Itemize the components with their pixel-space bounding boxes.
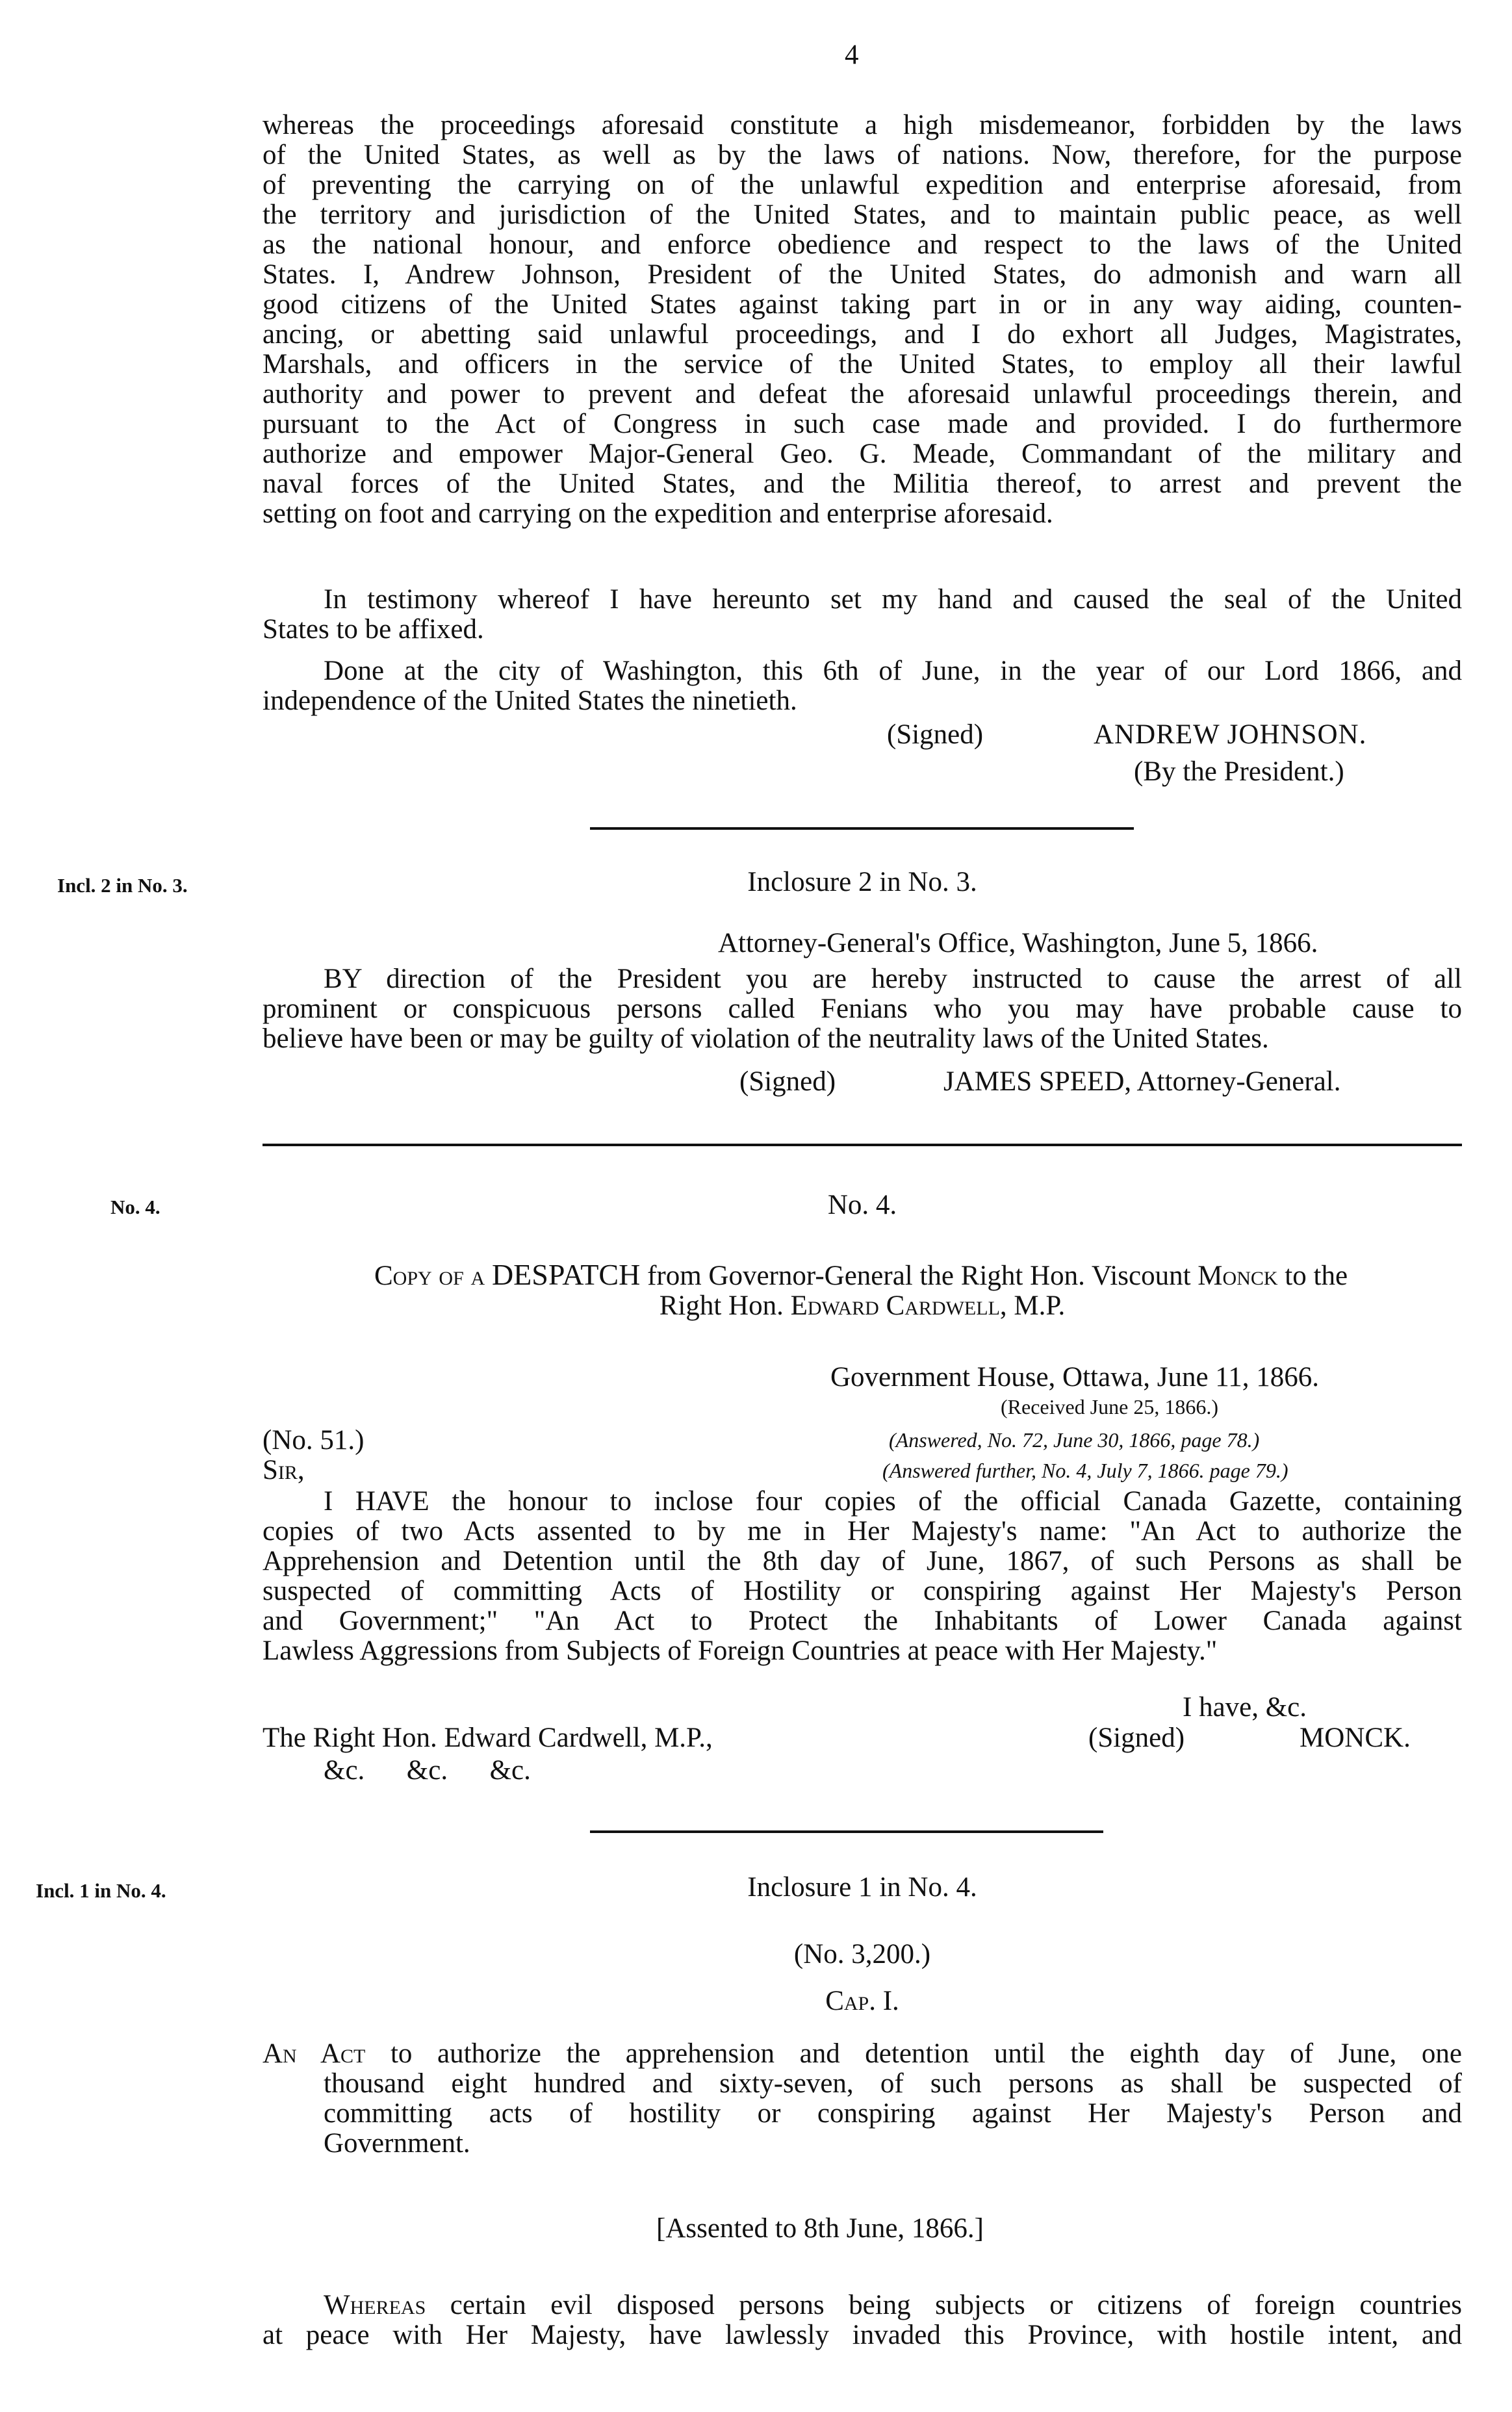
text-line: good citizens of the United States against taking part in or in any way aiding, counten- <box>263 289 1462 320</box>
text-line: prominent or conspicuous persons called Fenians who you may have probable cause to <box>263 994 1462 1024</box>
margin-note: No. 4. <box>110 1196 160 1218</box>
etc-line: &c. &c. &c. <box>324 1755 531 1786</box>
text-line: thousand eight hundred and sixty-seven, of such persons as shall be suspected of <box>324 2068 1462 2099</box>
text-line: I HAVE the honour to inclose four copies of the official Canada Gazette, containing <box>324 1486 1462 1517</box>
testimony-paragraph <box>263 585 1462 645</box>
signed-label: (Signed) <box>739 1066 836 1097</box>
margin-note: Incl. 1 in No. 4. <box>36 1879 166 1902</box>
text-line: independence of the United States the ninetieth. <box>263 686 797 716</box>
text-line: setting on foot and carrying on the expedition and enterprise aforesaid. <box>263 498 1053 529</box>
signed-label: (Signed) <box>1088 1723 1185 1753</box>
margin-note: Incl. 2 in No. 3. <box>57 874 188 897</box>
answered-further-note: (Answered further, No. 4, July 7, 1866. page 79.) <box>882 1459 1288 1482</box>
text-line: States to be affixed. <box>263 614 484 645</box>
title-copy-of-a: Copy of a <box>374 1261 485 1291</box>
done-paragraph <box>263 656 1462 716</box>
text-line: ancing, or abetting said unlawful proceedings, and I do exhort all Judges, Magistrates, <box>263 319 1462 350</box>
title-right-hon: Right Hon. <box>659 1290 784 1321</box>
text-line: Government. <box>324 2128 470 2159</box>
assented-note: [Assented to 8th June, 1866.] <box>656 2213 984 2244</box>
inclosure-heading: Inclosure 2 in No. 3. <box>747 867 977 897</box>
place-date: Attorney-General's Office, Washington, June 5, 1866. <box>718 928 1318 958</box>
whereas-word: Whereas <box>324 2290 450 2320</box>
place-date: Government House, Ottawa, June 11, 1866. <box>830 1362 1319 1392</box>
text-line: Done at the city of Washington, this 6th of June, in the year of our Lord 1866, and <box>324 656 1462 686</box>
text-line: Lawless Aggressions from Subjects of Foreign Countries at peace with Her Majesty." <box>263 1636 1218 1666</box>
closing: I have, &c. <box>1183 1692 1307 1723</box>
text-line: authorize and empower Major-General Geo. G. Meade, Commandant of the military and <box>263 439 1462 469</box>
act-number: (No. 3,200.) <box>793 1939 931 1969</box>
salutation: Sir, <box>263 1455 305 1485</box>
despatch-title-line2 <box>263 1290 1462 1322</box>
text-line: committing acts of hostility or conspiring against Her Majesty's Person and <box>324 2098 1462 2129</box>
text-line: of the United States, as well as by the laws of nations. Now, therefore, for the purpose <box>263 140 1462 170</box>
text-line: believe have been or may be guilty of violation of the neutrality laws of the United States. <box>263 1023 1269 1054</box>
text-line: and Government;" "An Act to Protect the Inhabitants of Lower Canada against <box>263 1606 1462 1636</box>
received-note: (Received June 25, 1866.) <box>1001 1395 1219 1418</box>
text-line: as the national honour, and enforce obedience and respect to the laws of the United <box>263 229 1462 260</box>
text-line: Apprehension and Detention until the 8th day of June, 1867, of such Persons as shall be <box>263 1546 1462 1576</box>
despatch-number-heading: No. 4. <box>827 1190 897 1220</box>
title-to-the: to the <box>1285 1261 1348 1291</box>
text-line: BY direction of the President you are hereby instructed to cause the arrest of all <box>324 964 1462 994</box>
page-number: 4 <box>845 40 859 70</box>
text-line: suspected of committing Acts of Hostility or conspiring against Her Majesty's Person <box>263 1576 1462 1606</box>
signed-label: (Signed) <box>887 719 984 750</box>
divider-rule <box>263 1144 1462 1146</box>
signatory-johnson: ANDREW JOHNSON. <box>1094 719 1367 750</box>
whereas-paragraph <box>263 2290 1462 2350</box>
by-the-president: (By the President.) <box>1134 756 1344 787</box>
title-mp: , M.P. <box>999 1290 1066 1321</box>
title-from-governor: from Governor-General the Right Hon. Viscount <box>647 1261 1191 1291</box>
text-line: of preventing the carrying on of the unlawful expedition and enterprise aforesaid, from <box>263 170 1462 200</box>
title-monck: Monck <box>1198 1261 1278 1291</box>
divider-rule <box>590 827 1134 830</box>
text-line: authority and power to prevent and defeat the aforesaid unlawful proceedings therein, and <box>263 379 1462 409</box>
inclosure-2-body <box>263 964 1462 1054</box>
act-prefix: An Act <box>263 2038 391 2069</box>
addressee: The Right Hon. Edward Cardwell, M.P., <box>263 1723 713 1753</box>
signatory-monck: MONCK. <box>1300 1723 1411 1753</box>
text-line: States. I, Andrew Johnson, President of the United States, do admonish and warn all <box>263 259 1462 290</box>
signatory-speed: JAMES SPEED, Attorney-General. <box>943 1066 1341 1097</box>
proclamation-body <box>263 110 1462 529</box>
text-line: Whereas certain evil disposed persons being subjects or citizens of foreign countries <box>324 2290 1462 2320</box>
text-line: Marshals, and officers in the service of the United States, to employ all their lawful <box>263 349 1462 379</box>
text-line: In testimony whereof I have hereunto set my hand and caused the seal of the United <box>324 584 1462 615</box>
answered-note: (Answered, No. 72, June 30, 1866, page 78.) <box>889 1428 1260 1452</box>
text-line: naval forces of the United States, and the Militia thereof, to arrest and prevent the <box>263 468 1462 499</box>
text-line: copies of two Acts assented to by me in Her Majesty's name: "An Act to authorize the <box>263 1516 1462 1546</box>
text-line: pursuant to the Act of Congress in such case made and provided. I do furthermore <box>263 409 1462 439</box>
title-cardwell: Edward Cardwell <box>790 1290 1000 1321</box>
text-line: at peace with Her Majesty, have lawlessly invaded this Province, with hostile intent, and <box>263 2320 1462 2350</box>
despatch-number: (No. 51.) <box>263 1425 365 1456</box>
text-line: the territory and jurisdiction of the United States, and to maintain public peace, as well <box>263 199 1462 230</box>
title-despatch: DESPATCH <box>491 1258 641 1291</box>
text-line: An Act to authorize the apprehension and detention until the eighth day of June, one <box>263 2038 1463 2069</box>
act-title <box>263 2039 1462 2159</box>
inclosure-heading: Inclosure 1 in No. 4. <box>747 1872 977 1903</box>
text-line: whereas the proceedings aforesaid constitute a high misdemeanor, forbidden by the laws <box>263 110 1462 140</box>
divider-rule <box>590 1830 1103 1833</box>
despatch-title <box>247 1257 1475 1292</box>
act-cap: Cap. I. <box>825 1986 899 2016</box>
despatch-body <box>263 1487 1462 1666</box>
